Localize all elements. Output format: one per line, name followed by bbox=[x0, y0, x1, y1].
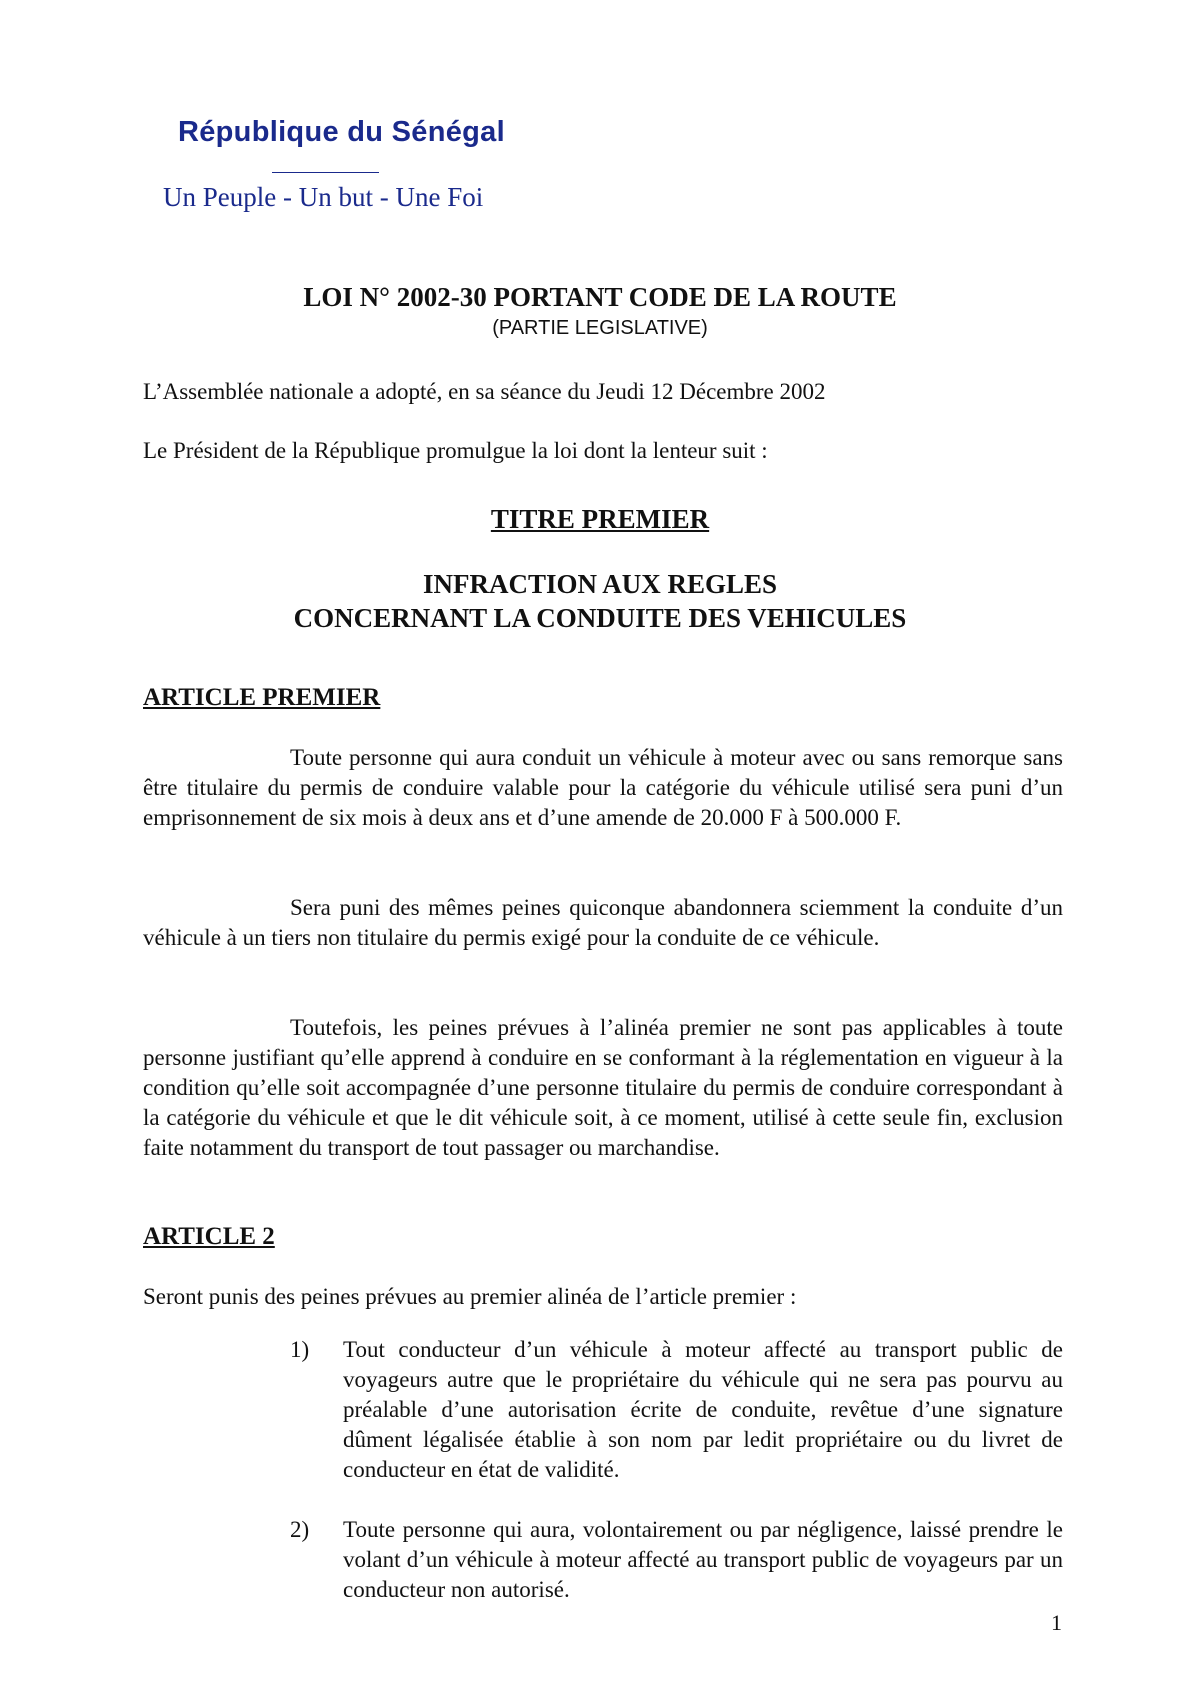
promulgation-statement: Le Président de la République promulgue la loi dont la lenteur suit : bbox=[143, 438, 768, 463]
titre-heading-line1: INFRACTION AUX REGLES bbox=[422, 569, 778, 599]
adoption-statement: L’Assemblée nationale a adopté, en sa séance du Jeudi 12 Décembre 2002 bbox=[143, 379, 826, 404]
list-item-2-text: Toute personne qui aura, volontairement ou par négligence, laissé prendre le volant d’un véhicule à moteur affecté au transport public de voyageurs par un conducteur non autorisé. bbox=[343, 1517, 1063, 1602]
article-1-heading: ARTICLE PREMIER bbox=[143, 684, 381, 711]
law-subtitle: (PARTIE LEGISLATIVE) bbox=[492, 317, 708, 339]
national-motto: Un Peuple - Un but - Une Foi bbox=[163, 182, 484, 212]
article-1-paragraph-1: Toute personne qui aura conduit un véhicule à moteur avec ou sans remorque sans être titulaire du permis de conduire valable pour la catégorie du véhicule utilisé sera puni d’un emprisonnement de six mois à deux ans et d’une amende de 20.000 F à 500.000 F. bbox=[143, 745, 1063, 830]
header-divider bbox=[272, 172, 379, 173]
article-2-heading: ARTICLE 2 bbox=[143, 1223, 275, 1250]
titre-heading-line2: CONCERNANT LA CONDUITE DES VEHICULES bbox=[293, 603, 907, 633]
list-item-1-text: Tout conducteur d’un véhicule à moteur affecté au transport public de voyageurs autre que le propriétaire du véhicule qui ne sera pas pourvu au préalable d’une autorisation écrite de conduite, revêtue d’une signature dûment légalisée établie à son nom par ledit propriétaire ou du livret de conducteur en état de validité. bbox=[343, 1337, 1063, 1482]
page-number: 1 bbox=[1051, 1610, 1062, 1635]
article-1-paragraph-2: Sera puni des mêmes peines quiconque abandonnera sciemment la conduite d’un véhicule à un tiers non titulaire du permis exigé pour la conduite de ce véhicule. bbox=[143, 895, 1063, 950]
titre-label: TITRE PREMIER bbox=[490, 504, 710, 534]
law-title: LOI N° 2002-30 PORTANT CODE DE LA ROUTE bbox=[303, 282, 897, 312]
article-1-paragraph-3: Toutefois, les peines prévues à l’alinéa premier ne sont pas applicables à toute personne justifiant qu’elle apprend à conduire en se conformant à la réglementation en vigueur à la condition qu’elle soit accompagnée d’une personne titulaire du permis de conduire correspondant à la catégorie du véhicule et que le dit véhicule soit, à ce moment, utilisé à cette seule fin, exclusion faite notamment du transport de tout passager ou marchandise. bbox=[143, 1015, 1063, 1160]
republic-name: République du Sénégal bbox=[178, 116, 505, 148]
list-item-2-number: 2) bbox=[290, 1517, 310, 1542]
article-2-intro: Seront punis des peines prévues au premier alinéa de l’article premier : bbox=[143, 1284, 797, 1309]
list-item-1-number: 1) bbox=[290, 1337, 310, 1362]
